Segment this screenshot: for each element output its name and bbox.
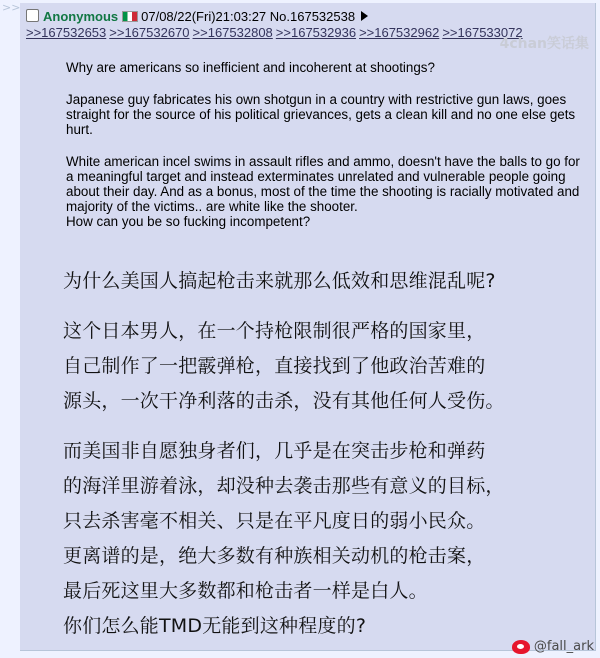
post-datetime: 07/08/22(Fri)21:03:27	[141, 9, 267, 24]
translation-line: 这个日本男人，在一个持枪限制很严格的国家里，	[63, 320, 486, 342]
weibo-watermark	[512, 639, 594, 654]
backlink[interactable]: >>167532653	[26, 25, 107, 40]
post-paragraph: White american incel swims in assault rifles and ammo, doesn't have the balls to go for a meaningful target and instead exterminates unrelated and vulnerable people going about their day. And as a bonus, most of the time the shooting is racially motivated and majority of the victims.. are white like the shooter.	[66, 154, 580, 214]
italy-flag-icon	[122, 11, 138, 22]
post-body-english	[66, 60, 591, 229]
poster-name: Anonymous	[43, 9, 119, 24]
translation-line: 自己制作了一把霰弹枪，直接找到了他政治苦难的	[63, 355, 486, 377]
reply-post	[20, 3, 596, 651]
post-paragraph: How can you be so fucking incompetent?	[66, 214, 311, 229]
site-watermark: 4chan笑话集	[499, 36, 589, 52]
post-body-chinese	[63, 264, 598, 644]
post-menu-arrow-icon[interactable]	[361, 11, 368, 21]
translation-line: 更离谱的是，绝大多数有种族相关动机的枪击案，	[63, 545, 486, 567]
post-paragraph: Why are americans so inefficient and incoherent at shootings?	[66, 60, 435, 75]
post-number[interactable]: No.167532538	[269, 9, 356, 24]
translation-line: 你们怎么能TMD无能到这种程度的?	[63, 615, 367, 637]
translation-line: 最后死这里大多数都和枪击者一样是白人。	[63, 580, 428, 602]
translation-line: 为什么美国人搞起枪击来就那么低效和思维混乱呢?	[63, 270, 496, 292]
backlink[interactable]: >>167533072	[442, 25, 523, 40]
translation-line: 而美国非自愿独身者们，几乎是在突击步枪和弹药	[63, 440, 486, 462]
post-paragraph: Japanese guy fabricates his own shotgun in a country with restrictive gun laws, goes straight for the source of his political grievances, gets a clean kill and no one else gets hurt.	[66, 92, 576, 137]
translation-line: 的海洋里游着泳，却没种去袭击那些有意义的目标，	[63, 475, 505, 497]
translation-line: 只去杀害毫不相关、只是在平凡度日的弱小民众。	[63, 510, 486, 532]
side-reply-marker: >>	[2, 1, 21, 14]
weibo-logo-icon	[512, 640, 530, 654]
backlink[interactable]: >>167532670	[109, 25, 190, 40]
weibo-handle: @fall_ark	[533, 639, 594, 654]
post-select-checkbox[interactable]	[26, 9, 39, 22]
translation-line: 源头，一次干净利落的击杀，没有其他任何人受伤。	[63, 390, 505, 412]
backlink[interactable]: >>167532962	[359, 25, 440, 40]
backlink[interactable]: >>167532936	[275, 25, 357, 40]
backlink[interactable]: >>167532808	[192, 25, 273, 40]
